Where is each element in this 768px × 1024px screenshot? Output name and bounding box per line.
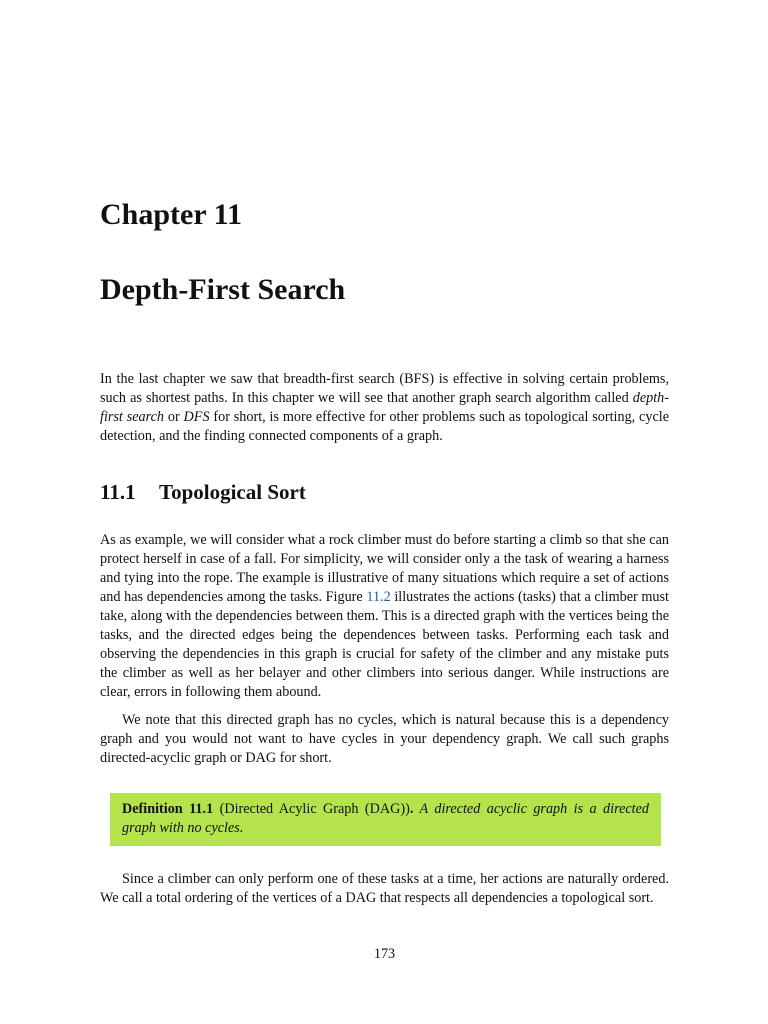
intro-emphasis-dfs: DFS bbox=[183, 409, 210, 425]
section-title: Topological Sort bbox=[159, 480, 306, 504]
chapter-label: Chapter 11 bbox=[100, 198, 242, 231]
intro-text-2: or bbox=[164, 409, 184, 425]
intro-text-1: In the last chapter we saw that breadth-first search (BFS) is effective in solving certain problems, such as shortest paths. In this chapter we will see that another graph search algorithm called bbox=[100, 371, 669, 406]
chapter-title: Depth-First Search bbox=[100, 273, 346, 306]
section-paragraph-1 bbox=[100, 531, 669, 702]
section-heading bbox=[100, 480, 306, 505]
para1-text-2: illustrates the actions (tasks) that a climber must take, along with the dependencies between them. This is a directed graph with the vertices being the tasks, and the directed edges being the dependences between tasks. Performing each task and observing the dependencies in this graph is crucial for safety of the climber and any mistake puts the climber as well as her belayer and other climbers into serious danger. While instructions are clear, errors in following them abound. bbox=[100, 589, 669, 700]
section-paragraph-3: Since a climber can only perform one of these tasks at a time, her actions are naturally ordered. We call a total ordering of the vertices of a DAG that respects all dependencies a topological sort. bbox=[100, 871, 669, 906]
definition-period: . bbox=[409, 801, 414, 817]
definition-label: Definition 11.1 bbox=[122, 801, 214, 817]
intro-paragraph bbox=[100, 370, 669, 446]
intro-emphasis-dfs-full: depth-first search bbox=[100, 390, 669, 425]
section-paragraph-2: We note that this directed graph has no cycles, which is natural because this is a dependency graph and you would not want to have cycles in your dependency graph. We call such graphs directed-acyclic graph or DAG for short. bbox=[100, 712, 669, 766]
page-number: 173 bbox=[373, 946, 396, 962]
definition-text: A directed acyclic graph is a directed graph with no cycles. bbox=[122, 801, 650, 836]
definition-name: (Directed Acylic Graph (DAG)) bbox=[213, 801, 410, 817]
definition-box bbox=[110, 793, 661, 846]
para1-text-1: As as example, we will consider what a rock climber must do before starting a climb so that she can protect herself in case of a fall. For simplicity, we will consider only a the task of wearing a harness and tying into the rope. The example is illustrative of many situations which require a set of actions and has dependencies among the tasks. Figure bbox=[100, 532, 669, 605]
figure-reference-link[interactable]: 11.2 bbox=[366, 589, 391, 605]
intro-text-3: for short, is more effective for other problems such as topological sorting, cycle detection, and the finding connected components of a graph. bbox=[100, 409, 669, 444]
section-number: 11.1 bbox=[100, 480, 136, 504]
